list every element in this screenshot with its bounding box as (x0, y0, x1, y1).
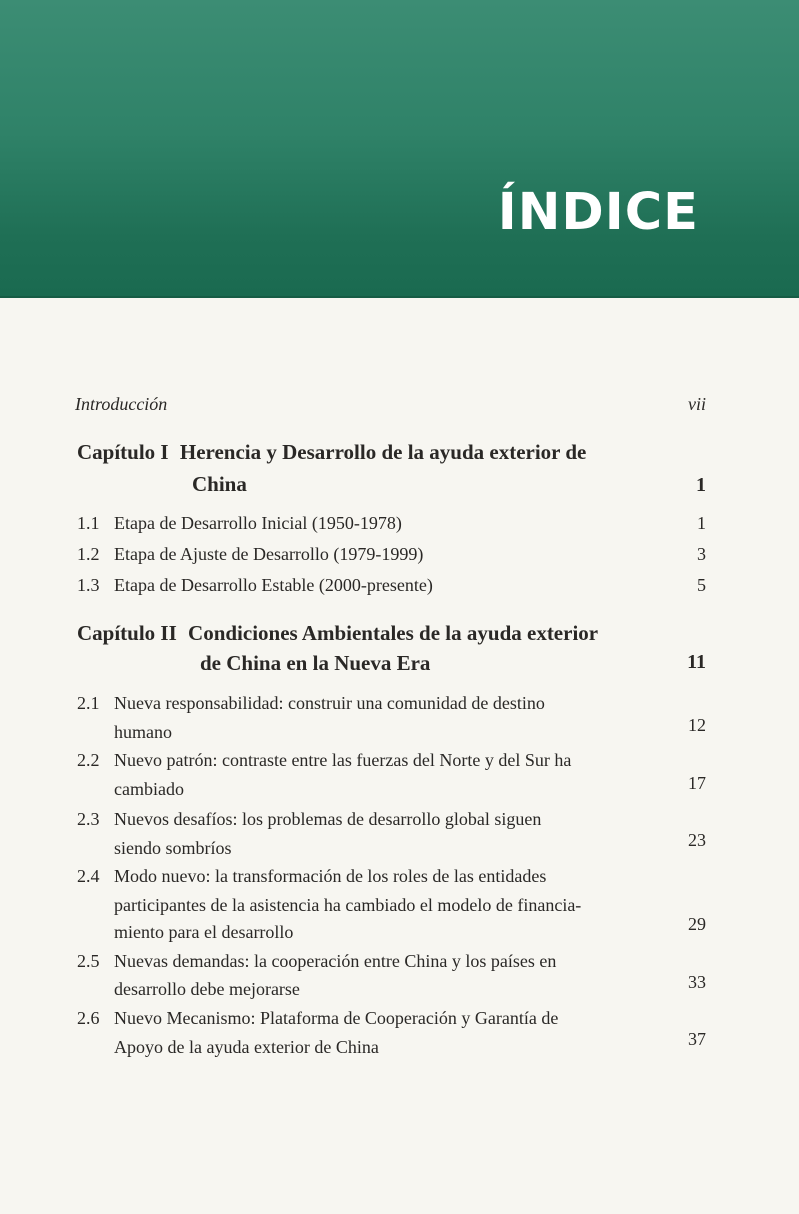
toc-entry-1-2[interactable] (77, 541, 423, 567)
toc-entry-2-2[interactable] (77, 747, 571, 773)
section-number: 2.2 (77, 750, 100, 770)
chapter-2-title-line1: Condiciones Ambientales de la ayuda exterior (188, 621, 599, 645)
section-title: Nuevos desafíos: los problemas de desarrollo global siguen (114, 809, 542, 829)
chapter-1-page: 1 (696, 474, 706, 496)
section-number: 2.3 (77, 809, 100, 829)
section-page: 17 (688, 773, 706, 793)
section-title-cont: desarrollo debe mejorarse (114, 979, 300, 999)
section-page: 3 (697, 544, 706, 564)
header-banner (0, 0, 799, 298)
chapter-2-heading[interactable] (77, 621, 598, 646)
section-title: Etapa de Desarrollo Estable (2000-presente) (114, 575, 433, 595)
chapter-2-label: Capítulo II (77, 621, 177, 645)
section-number: 2.6 (77, 1008, 100, 1028)
chapter-1-title-line1: Herencia y Desarrollo de la ayuda exterior de (179, 440, 587, 464)
section-title: Nuevo Mecanismo: Plataforma de Cooperación y Garantía de (114, 1008, 559, 1028)
toc-intro-page: vii (688, 394, 706, 414)
chapter-1-heading[interactable] (77, 440, 586, 465)
section-title: Modo nuevo: la transformación de los roles de las entidades (114, 866, 547, 886)
section-page: 12 (688, 715, 706, 735)
section-title: Nuevo patrón: contraste entre las fuerzas del Norte y del Sur ha (114, 750, 572, 770)
toc-entry-2-3[interactable] (77, 806, 541, 832)
toc-intro-label[interactable]: Introducción (75, 394, 168, 414)
section-title-cont: miento para el desarrollo (114, 922, 294, 942)
section-number: 1.3 (77, 575, 100, 595)
section-number: 1.1 (77, 513, 100, 533)
section-page: 37 (688, 1029, 706, 1049)
toc-entry-1-3[interactable] (77, 572, 433, 598)
section-title: Etapa de Ajuste de Desarrollo (1979-1999) (114, 544, 424, 564)
toc-entry-1-1[interactable] (77, 510, 402, 536)
section-title: Etapa de Desarrollo Inicial (1950-1978) (114, 513, 402, 533)
section-title-cont: humano (114, 722, 172, 742)
section-page: 33 (688, 972, 706, 992)
toc-entry-2-4[interactable] (77, 863, 546, 889)
section-title: Nueva responsabilidad: construir una comunidad de destino (114, 693, 545, 713)
section-number: 2.1 (77, 693, 100, 713)
chapter-1-title-line2: China (192, 472, 247, 496)
section-number: 1.2 (77, 544, 100, 564)
section-page: 23 (688, 830, 706, 850)
section-title-cont: Apoyo de la ayuda exterior de China (114, 1037, 379, 1057)
chapter-2-page: 11 (687, 651, 706, 673)
section-title: Nuevas demandas: la cooperación entre China y los países en (114, 951, 557, 971)
section-number: 2.5 (77, 951, 100, 971)
section-page: 1 (697, 513, 706, 533)
section-title-cont: siendo sombríos (114, 838, 232, 858)
page-title: ÍNDICE (497, 183, 699, 242)
section-title-cont: participantes de la asistencia ha cambiado el modelo de financia- (114, 895, 582, 915)
section-page: 5 (697, 575, 706, 595)
chapter-2-title-line2: de China en la Nueva Era (200, 651, 431, 675)
toc-entry-2-5[interactable] (77, 948, 556, 974)
section-title-cont: cambiado (114, 779, 184, 799)
toc-entry-2-6[interactable] (77, 1005, 558, 1031)
section-number: 2.4 (77, 866, 100, 886)
toc-entry-2-1[interactable] (77, 690, 545, 716)
section-page: 29 (688, 914, 706, 934)
chapter-1-label: Capítulo I (77, 440, 169, 464)
